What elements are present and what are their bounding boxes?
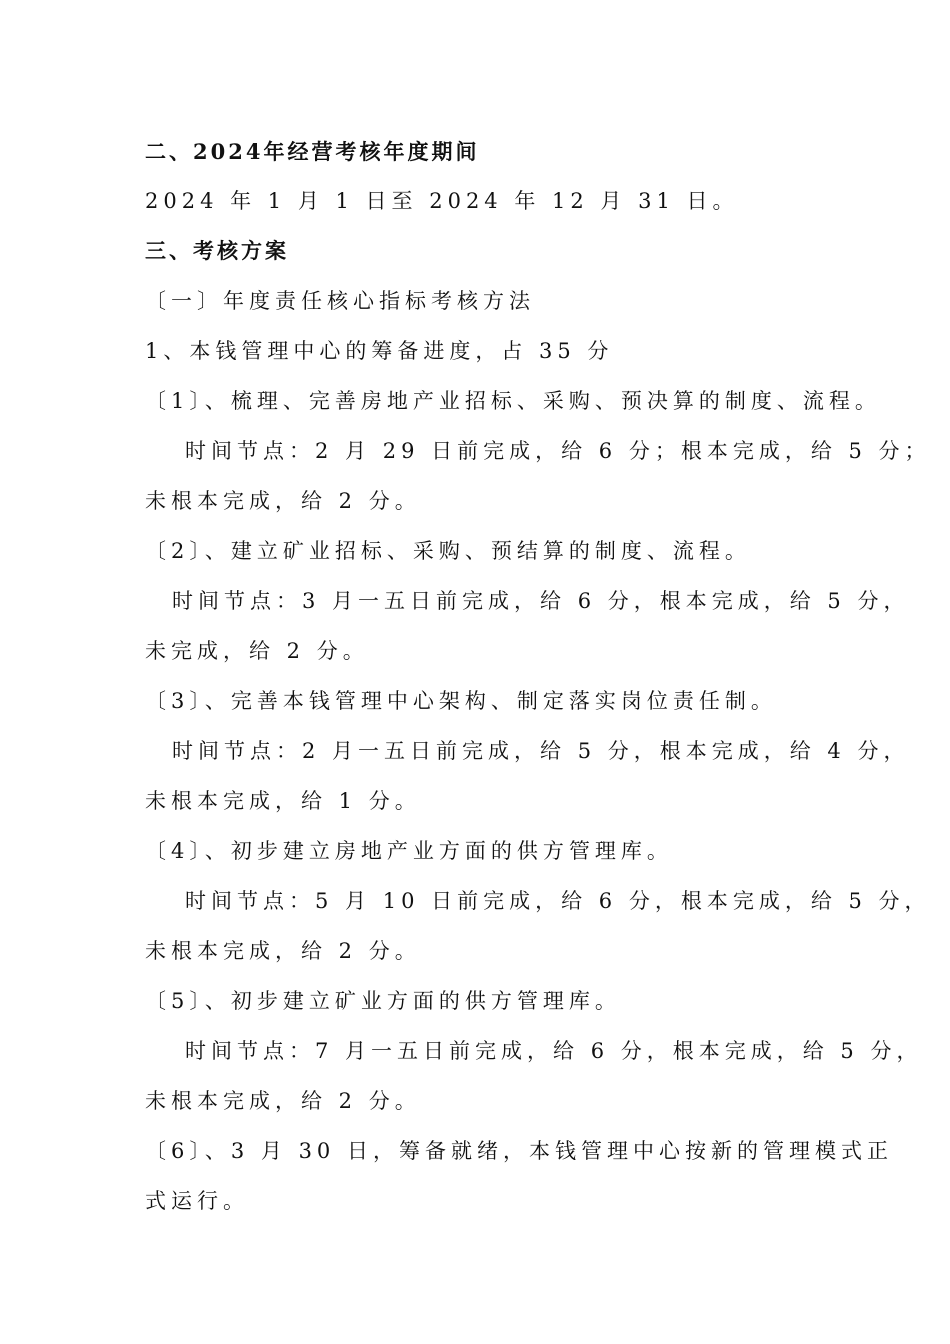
paragraph-item-4-schedule: 时间节点：5 月 10 日前完成，给 6 分，根本完成，给 5 分， (185, 889, 931, 913)
paragraph-item-4-schedule-cont: 未根本完成，给 2 分。 (145, 939, 421, 963)
paragraph-item-2: 〔2〕、建立矿业招标、采购、预结算的制度、流程。 (145, 539, 751, 563)
paragraph-item-1-schedule: 时间节点：2 月 29 日前完成，给 6 分；根本完成，给 5 分； (185, 439, 931, 463)
section-heading-period: 二、2024年经营考核年度期间 (145, 139, 480, 164)
paragraph-item-6: 〔6〕、3 月 30 日，筹备就绪，本钱管理中心按新的管理模式正 (145, 1139, 893, 1163)
paragraph-item-3: 〔3〕、完善本钱管理中心架构、制定落实岗位责任制。 (145, 689, 777, 713)
paragraph-item-1: 〔1〕、梳理、完善房地产业招标、采购、预决算的制度、流程。 (145, 389, 881, 413)
paragraph-item-4: 〔4〕、初步建立房地产业方面的供方管理库。 (145, 839, 673, 863)
section-heading-plan: 三、考核方案 (145, 238, 289, 263)
paragraph-item-3-schedule: 时间节点：2 月一五日前完成，给 5 分，根本完成，给 4 分， (172, 739, 910, 763)
paragraph-item-6-cont: 式运行。 (145, 1189, 249, 1213)
paragraph-item-5: 〔5〕、初步建立矿业方面的供方管理库。 (145, 989, 621, 1013)
subsection-heading: 〔一〕年度责任核心指标考核方法 (145, 289, 535, 313)
paragraph-item-3-schedule-cont: 未根本完成，给 1 分。 (145, 789, 421, 813)
paragraph-item-5-schedule: 时间节点：7 月一五日前完成，给 6 分，根本完成，给 5 分， (185, 1039, 923, 1063)
paragraph-item-5-schedule-cont: 未根本完成，给 2 分。 (145, 1089, 421, 1113)
item-heading: 1、本钱管理中心的筹备进度，占 35 分 (145, 339, 614, 363)
period-text: 2024 年 1 月 1 日至 2024 年 12 月 31 日。 (145, 189, 739, 213)
paragraph-item-2-schedule: 时间节点：3 月一五日前完成，给 6 分，根本完成，给 5 分， (172, 589, 910, 613)
paragraph-item-1-schedule-cont: 未根本完成，给 2 分。 (145, 489, 421, 513)
paragraph-item-2-schedule-cont: 未完成，给 2 分。 (145, 639, 369, 663)
